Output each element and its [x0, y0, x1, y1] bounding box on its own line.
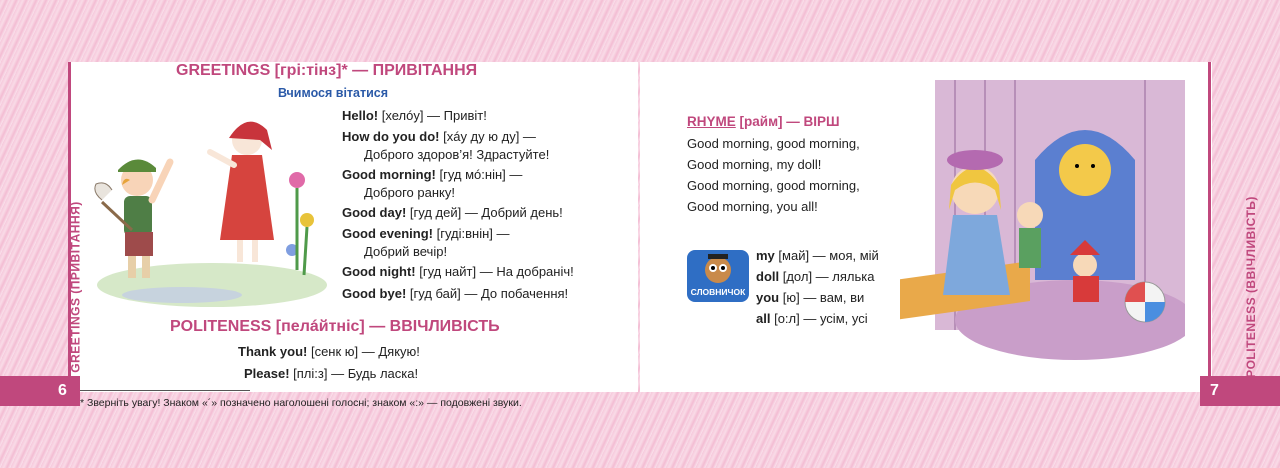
- vocab-line: all [о:л] — усім, усі: [756, 311, 868, 326]
- greeting-line: Good morning! [гуд мó:нін] —: [342, 167, 523, 182]
- poem-line: Good morning, good morning,: [687, 136, 860, 151]
- politeness-line: Please! [плі:з] — Будь ласка!: [244, 366, 419, 381]
- politeness-line: Thank you! [сенк ю] — Дякую!: [238, 344, 420, 359]
- greeting-line: How do you do! [хáу ду ю ду] —: [342, 129, 536, 144]
- owl-icon: [687, 250, 749, 288]
- greetings-subtitle: Вчимося вітатися: [278, 86, 389, 100]
- left-page-number-tab: [0, 376, 80, 406]
- side-label-left: GREETINGS (ПРИВІТАННЯ): [68, 201, 83, 373]
- greeting-line: Good bye! [гуд бай] — До побачення!: [342, 286, 569, 301]
- vocab-line: doll [дол] — лялька: [756, 269, 875, 284]
- greeting-line: Доброго здоров’я! Здрастуйте!: [364, 147, 550, 162]
- poem-line: Good morning, you all!: [687, 199, 818, 214]
- greetings-title: GREETINGS [грі:тінз]* — ПРИВІТАННЯ: [176, 62, 478, 79]
- politeness-title: POLITENESS [пелáйтніс] — ВВІЧЛИВІСТЬ: [170, 318, 500, 335]
- greeting-line: Good night! [гуд найт] — На добраніч!: [342, 264, 574, 279]
- poem-line: Good morning, my doll!: [687, 157, 822, 172]
- kids-greeting-illustration: [92, 110, 332, 310]
- greeting-line: Good evening! [гуді:внін] —: [342, 226, 510, 241]
- right-margin-rule: [1208, 62, 1211, 377]
- dictionary-badge: [687, 250, 749, 302]
- vocab-line: you [ю] — вам, ви: [756, 290, 865, 305]
- side-label-right: POLITENESS (ВВІЧЛИВІСТЬ): [1243, 196, 1258, 378]
- greeting-line: Добрий вечір!: [364, 244, 448, 259]
- greeting-line: Доброго ранку!: [364, 185, 455, 200]
- poem-line: Good morning, good morning,: [687, 178, 860, 193]
- right-page-number-tab: [1200, 376, 1280, 406]
- page-number: 7: [1210, 382, 1219, 399]
- greeting-line: Hello! [хелóу] — Привіт!: [342, 108, 487, 123]
- rhyme-title: RHYME [райм] — ВІРШ: [687, 114, 840, 129]
- footnote: * Зверніть увагу! Знаком «´» позначено наголошені голосні; знаком «:» — подовжені звуки.: [80, 397, 522, 409]
- vocab-line: my [май] — моя, мій: [756, 248, 879, 263]
- page-number: 6: [58, 382, 67, 399]
- dictionary-label: СЛОВНИЧОК: [690, 287, 746, 297]
- footnote-rule: [80, 390, 250, 391]
- greeting-line: Good day! [гуд дей] — Добрий день!: [342, 205, 563, 220]
- girl-with-doll-illustration: [895, 80, 1185, 375]
